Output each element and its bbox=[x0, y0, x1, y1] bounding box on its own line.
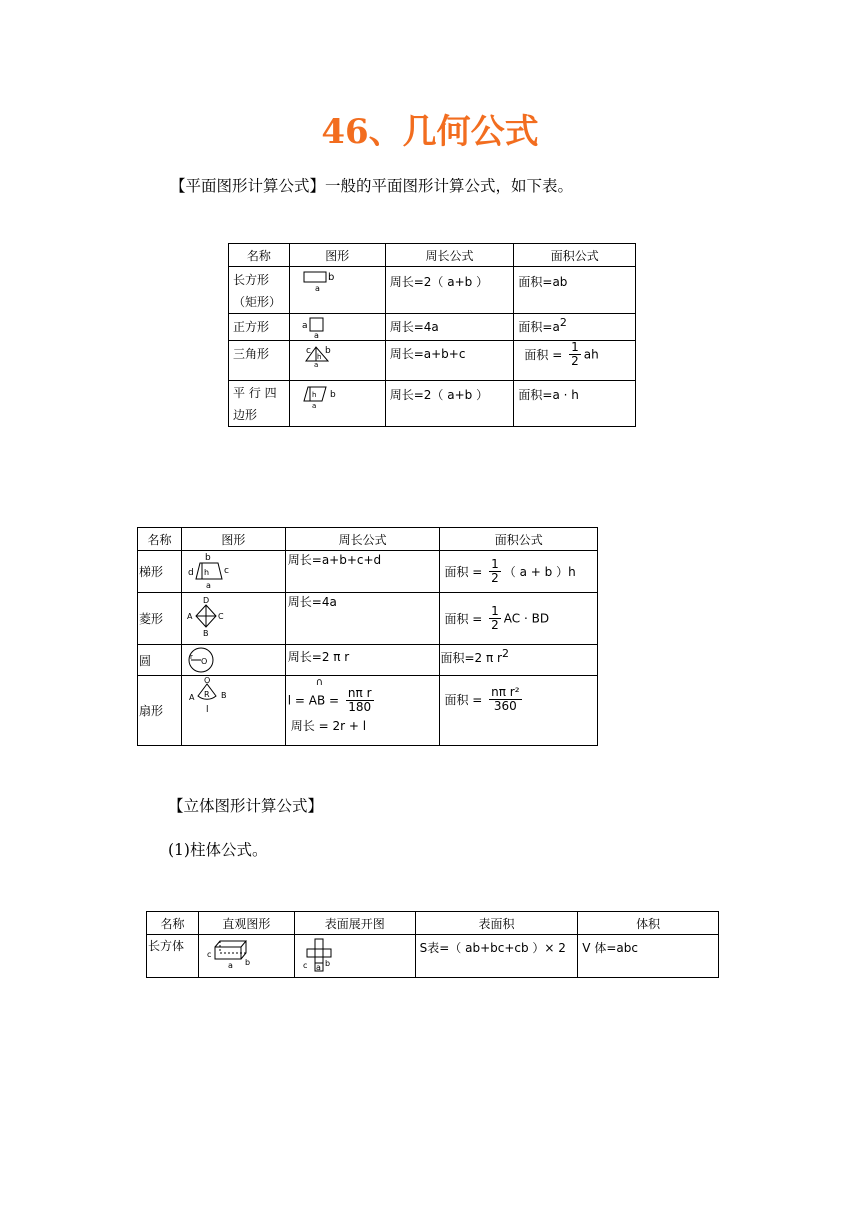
perimeter-formula: 周长 = 2r + l bbox=[290, 719, 367, 733]
rectangle-figure bbox=[294, 267, 354, 293]
area-text: 面积 = bbox=[444, 693, 483, 707]
area-formula bbox=[440, 593, 598, 645]
arc-length-formula bbox=[288, 687, 438, 714]
arc-text: l = AB = bbox=[287, 693, 340, 708]
cuboid-figure-cell bbox=[198, 935, 294, 978]
label-a: a bbox=[205, 581, 211, 589]
trapezoid-figure-cell bbox=[181, 551, 285, 593]
header-figure: 图形 bbox=[289, 244, 385, 267]
parallelogram-figure-cell bbox=[289, 381, 385, 427]
area-formula: 面积=a · h bbox=[514, 381, 636, 427]
volume-formula: V 体=abc bbox=[578, 935, 719, 978]
table-header-row bbox=[147, 912, 719, 935]
area-text: 面积 = bbox=[444, 565, 483, 579]
sector-figure-cell bbox=[181, 676, 285, 746]
table-row bbox=[138, 551, 598, 593]
area-formula: 面积=ab bbox=[514, 267, 636, 314]
label-a: a bbox=[311, 402, 317, 409]
square-figure bbox=[294, 314, 354, 338]
cuboid-net-cell bbox=[294, 935, 415, 978]
circle-figure-cell bbox=[181, 645, 285, 676]
label-a: a bbox=[314, 284, 320, 293]
label-A: A bbox=[186, 612, 193, 621]
label-B: B bbox=[202, 629, 209, 638]
header-net: 表面展开图 bbox=[294, 912, 415, 935]
header-area: 面积公式 bbox=[440, 528, 598, 551]
label-c: c bbox=[206, 950, 212, 959]
header-view: 直观图形 bbox=[198, 912, 294, 935]
table-row bbox=[138, 593, 598, 645]
fraction bbox=[489, 686, 521, 713]
header-name: 名称 bbox=[138, 528, 182, 551]
label-O: O bbox=[203, 676, 211, 685]
perimeter-formula: 周长=a+b+c+d bbox=[285, 551, 440, 593]
table-row bbox=[229, 381, 636, 427]
denominator: 2 bbox=[571, 354, 579, 368]
label-O: O bbox=[200, 657, 208, 666]
perimeter-formula: 周长=4a bbox=[285, 593, 440, 645]
label-a: a bbox=[313, 331, 319, 338]
shape-name: 平 行 四边形 bbox=[229, 381, 290, 427]
label-r: r bbox=[189, 653, 193, 661]
table-row bbox=[138, 645, 598, 676]
cuboid-figure bbox=[203, 935, 263, 971]
area-formula bbox=[514, 314, 636, 341]
area-formula bbox=[514, 341, 636, 381]
table-row bbox=[229, 341, 636, 381]
rectangle-figure-cell bbox=[289, 267, 385, 314]
fraction bbox=[569, 341, 581, 368]
area-suffix: （ a + b ）h bbox=[503, 565, 576, 579]
trapezoid-figure bbox=[186, 551, 246, 589]
parallelogram-figure bbox=[294, 381, 354, 409]
header-surface: 表面积 bbox=[415, 912, 578, 935]
label-b: b bbox=[327, 272, 335, 283]
label-b: b bbox=[324, 346, 331, 356]
label-h: h bbox=[311, 391, 317, 399]
table-row bbox=[138, 676, 598, 746]
label-d: d bbox=[187, 568, 194, 578]
intro-paragraph: 【平面图形计算公式】一般的平面图形计算公式，如下表。 bbox=[170, 177, 574, 195]
area-formula bbox=[440, 645, 598, 676]
plane-figures-table-1 bbox=[228, 243, 636, 427]
plane-figures-table-2 bbox=[137, 527, 598, 746]
arc-mark: ∩ bbox=[315, 677, 324, 688]
label-R: R bbox=[203, 690, 210, 699]
perimeter-formula: 周长=a+b+c bbox=[385, 341, 514, 381]
table-header-row bbox=[229, 244, 636, 267]
area-formula bbox=[440, 676, 598, 746]
rhombus-figure-cell bbox=[181, 593, 285, 645]
fraction bbox=[346, 687, 374, 714]
area-formula bbox=[440, 551, 598, 593]
area-suffix: ah bbox=[583, 347, 599, 362]
numerator: nπ r² bbox=[491, 685, 520, 699]
shape-name: 扇形 bbox=[138, 676, 182, 746]
area-text: 面积 = bbox=[524, 348, 563, 362]
label-A: A bbox=[188, 693, 195, 702]
shape-name: 菱形 bbox=[138, 593, 182, 645]
exponent: 2 bbox=[559, 316, 567, 329]
page-title: 46、几何公式 bbox=[321, 112, 539, 152]
shape-name: 梯形 bbox=[138, 551, 182, 593]
denominator: 360 bbox=[493, 699, 517, 713]
denominator: 2 bbox=[491, 571, 499, 585]
header-perimeter: 周长公式 bbox=[285, 528, 440, 551]
solid-figures-table bbox=[146, 911, 719, 978]
perimeter-formula: 周长=2（ a+b ） bbox=[385, 381, 514, 427]
header-perimeter: 周长公式 bbox=[385, 244, 514, 267]
label-b: b bbox=[329, 390, 336, 400]
header-name: 名称 bbox=[147, 912, 199, 935]
perimeter-formula: 周长=2（ a+b ） bbox=[385, 267, 514, 314]
area-text: 面积=a bbox=[518, 320, 560, 334]
shape-name: 正方形 bbox=[229, 314, 290, 341]
square-figure-cell bbox=[289, 314, 385, 341]
fraction bbox=[489, 605, 501, 632]
header-area: 面积公式 bbox=[514, 244, 636, 267]
triangle-figure-cell bbox=[289, 341, 385, 381]
denominator: 180 bbox=[348, 700, 372, 714]
rhombus-figure bbox=[186, 593, 246, 639]
area-text: 面积=2 π r bbox=[440, 651, 502, 665]
fraction bbox=[489, 558, 501, 585]
exponent: 2 bbox=[501, 647, 509, 660]
shape-name: 圆 bbox=[138, 645, 182, 676]
table-row bbox=[229, 314, 636, 341]
numerator: 1 bbox=[491, 604, 499, 618]
label-b: b bbox=[324, 959, 330, 968]
label-C: C bbox=[217, 612, 224, 621]
label-c: c bbox=[223, 566, 229, 576]
section-heading-solids: 【立体图形计算公式】 bbox=[168, 797, 324, 815]
numerator: 1 bbox=[571, 340, 579, 354]
numerator: nπ r bbox=[347, 686, 372, 700]
label-D: D bbox=[202, 596, 210, 605]
label-c: c bbox=[302, 961, 308, 970]
table-header-row bbox=[138, 528, 598, 551]
sector-figure bbox=[186, 676, 246, 716]
header-volume: 体积 bbox=[578, 912, 719, 935]
shape-name: 长方形（矩形） bbox=[229, 267, 290, 314]
triangle-figure bbox=[294, 341, 354, 367]
label-a: a bbox=[313, 361, 319, 367]
label-b: b bbox=[204, 553, 211, 563]
table-row bbox=[147, 935, 719, 978]
denominator: 2 bbox=[491, 618, 499, 632]
label-a: a bbox=[315, 963, 321, 972]
label-b: b bbox=[244, 958, 250, 967]
label-a: a bbox=[301, 321, 308, 331]
table-row bbox=[229, 267, 636, 314]
cuboid-net-figure bbox=[299, 935, 359, 975]
area-suffix: AC · BD bbox=[503, 611, 550, 626]
label-B: B bbox=[220, 691, 227, 700]
label-h: h bbox=[203, 568, 209, 577]
perimeter-formula: 周长=2 π r bbox=[285, 645, 440, 676]
header-name: 名称 bbox=[229, 244, 290, 267]
area-text: 面积 = bbox=[444, 612, 483, 626]
label-h: h bbox=[316, 353, 322, 361]
label-l: l bbox=[205, 705, 209, 715]
surface-formula: S表=（ ab+bc+cb ）× 2 bbox=[415, 935, 578, 978]
circle-figure bbox=[186, 645, 246, 675]
sector-perimeter-cell bbox=[285, 676, 440, 746]
label-a: a bbox=[227, 961, 233, 970]
shape-name: 三角形 bbox=[229, 341, 290, 381]
label-c: c bbox=[305, 346, 311, 356]
header-figure: 图形 bbox=[181, 528, 285, 551]
shape-name: 长方体 bbox=[147, 935, 199, 978]
numerator: 1 bbox=[491, 557, 499, 571]
perimeter-formula: 周长=4a bbox=[385, 314, 514, 341]
subsection-prism: (1)柱体公式。 bbox=[168, 841, 268, 859]
